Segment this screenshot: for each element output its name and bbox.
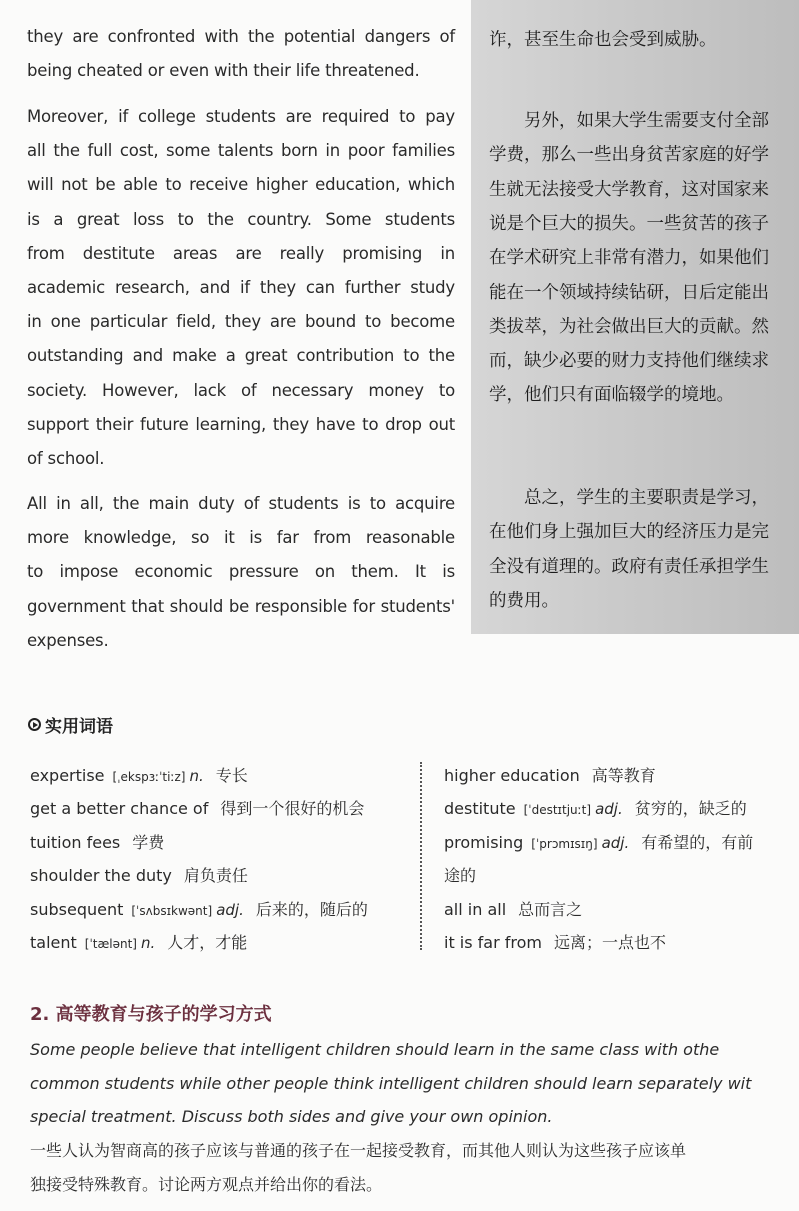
vocabulary-entry (444, 926, 753, 959)
vocab-term: talent (30, 932, 77, 952)
text-line: in one particular field, they are bound to become (27, 312, 455, 332)
vocab-meaning: 后来的，随后的 (255, 899, 368, 919)
vocab-meaning: 远离；一点也不 (554, 932, 667, 952)
text-line: will not be able to receive higher education, which (27, 175, 455, 195)
vocab-phonetic: [ˈsʌbsɪkwənt] (131, 903, 213, 918)
vocab-meaning: 有希望的，有前 (641, 832, 754, 852)
vocabulary-entry (30, 826, 368, 859)
text-line: society. However, lack of necessary money to (27, 380, 455, 400)
vocabulary-entry (30, 792, 368, 825)
question-chinese (30, 1134, 686, 1201)
vocabulary-left-column (30, 759, 368, 959)
text-line: from destitute areas are really promising in (27, 243, 455, 263)
question-english (30, 1033, 751, 1134)
vocab-phonetic: [ˈtælənt] (84, 936, 137, 951)
text-line: being cheated or even with their life threatened. (27, 61, 420, 81)
text-line: Some people believe that intelligent children should learn in the same class with othe (30, 1040, 720, 1059)
vocabulary-entry (444, 792, 753, 825)
vocab-phonetic: [ˈprɔmɪsɪŋ] (531, 836, 598, 851)
text-line: to impose economic pressure on them. It is (27, 562, 455, 582)
vocab-meaning: 肩负责任 (183, 866, 248, 886)
vocab-meaning: 专长 (215, 766, 248, 785)
chinese-translation-panel (471, 0, 799, 634)
translation-line: 诈，甚至生命也会受到威胁。 (489, 30, 717, 50)
translation-line: 学，他们只有面临辍学的境地。 (489, 385, 734, 406)
text-line: outstanding and make a great contribution to the (27, 346, 455, 366)
translation-line: 另外，如果大学生需要支付全部 (489, 111, 769, 131)
english-paragraph-1 (27, 20, 455, 88)
translation-line: 类拔萃，为社会做出巨大的贡献。然 (489, 316, 769, 337)
vocab-meaning: 途的 (444, 866, 477, 886)
text-line: of school. (27, 448, 105, 468)
text-line: they are confronted with the potential dangers of (27, 27, 455, 46)
text-line: all the full cost, some talents born in poor families (27, 141, 455, 161)
translation-line: 生就无法接受大学教育，这对国家来 (489, 179, 769, 200)
english-paragraph-3 (27, 487, 455, 658)
vocab-term: it is far from (444, 932, 543, 952)
vocabulary-heading-text: 实用词语 (45, 717, 113, 737)
vocabulary-entry (30, 926, 368, 959)
text-line: expenses. (27, 630, 109, 650)
text-line: more knowledge, so it is far from reasonable (27, 528, 455, 548)
vocab-meaning: 高等教育 (591, 766, 656, 785)
text-line: special treatment. Discuss both sides and give your own opinion. (30, 1107, 553, 1126)
translation-line: 能在一个领域持续钻研，日后定能出 (489, 282, 769, 303)
play-bullet-icon (28, 718, 41, 731)
text-line: support their future learning, they have to drop out (27, 414, 455, 434)
vocab-term: destitute (444, 799, 516, 819)
vocab-meaning: 学费 (132, 832, 165, 852)
translation-line: 在学术研究上非常有潜力，如果他们 (489, 248, 769, 269)
text-line: All in all, the main duty of students is to acquire (27, 494, 455, 513)
vocabulary-entry (30, 893, 368, 926)
translation-line: 总之，学生的主要职责是学习， (489, 488, 769, 508)
vocab-term: all in all (444, 899, 507, 919)
column-divider (420, 762, 422, 950)
vocab-pos: adj. (216, 900, 244, 919)
vocabulary-entry (444, 859, 753, 892)
text-line: 独接受特殊教育。讨论两方观点并给出你的看法。 (30, 1174, 383, 1194)
text-line: common students while other people think intelligent children should learn separately wit (30, 1073, 752, 1093)
translation-line: 学费，那么一些出身贫苦家庭的好学 (489, 145, 769, 166)
english-paragraph-2 (27, 100, 455, 476)
section-2-title: 2. 高等教育与孩子的学习方式 (30, 1004, 272, 1025)
vocab-term: get a better chance of (30, 799, 209, 819)
vocab-meaning: 贫穷的，缺乏的 (634, 799, 747, 819)
vocab-pos: n. (189, 767, 204, 785)
translation-line: 在他们身上强加巨大的经济压力是完 (489, 522, 769, 543)
text-line: is a great loss to the country. Some students (27, 209, 455, 229)
vocabulary-entry (30, 759, 368, 792)
vocabulary-heading (28, 712, 113, 737)
text-line: Moreover, if college students are required to pay (27, 107, 455, 126)
translation-line: 的费用。 (489, 590, 559, 611)
vocab-term: promising (444, 832, 524, 852)
vocabulary-entry (30, 859, 368, 892)
vocab-pos: adj. (595, 800, 623, 819)
vocab-meaning: 得到一个很好的机会 (220, 799, 365, 819)
vocabulary-right-column (444, 759, 753, 959)
vocab-pos: adj. (601, 833, 630, 852)
vocab-term: higher education (444, 766, 580, 785)
vocab-term: shoulder the duty (30, 866, 172, 886)
text-line: 一些人认为智商高的孩子应该与普通的孩子在一起接受教育，而其他人则认为这些孩子应该单 (30, 1141, 687, 1160)
translation-line: 说是个巨大的损失。一些贫苦的孩子 (489, 213, 769, 234)
vocabulary-entry (444, 893, 753, 926)
vocab-meaning: 总而言之 (518, 899, 583, 919)
vocabulary-entry (444, 826, 753, 859)
vocab-phonetic: [ˌekspɜːˈtiːz] (112, 770, 186, 784)
translation-line: 而，缺少必要的财力支持他们继续求 (489, 351, 769, 372)
vocabulary-entry (444, 759, 753, 792)
vocab-term: expertise (30, 766, 105, 785)
vocab-pos: n. (140, 933, 156, 952)
vocab-term: tuition fees (30, 832, 121, 852)
text-line: government that should be responsible for students' (27, 596, 455, 616)
translation-line: 全没有道理的。政府有责任承担学生 (489, 556, 769, 577)
vocab-meaning: 人才，才能 (167, 932, 248, 952)
text-line: academic research, and if they can further study (27, 277, 455, 297)
vocab-term: subsequent (30, 899, 124, 919)
vocab-phonetic: [ˈdestɪtjuːt] (523, 803, 592, 818)
